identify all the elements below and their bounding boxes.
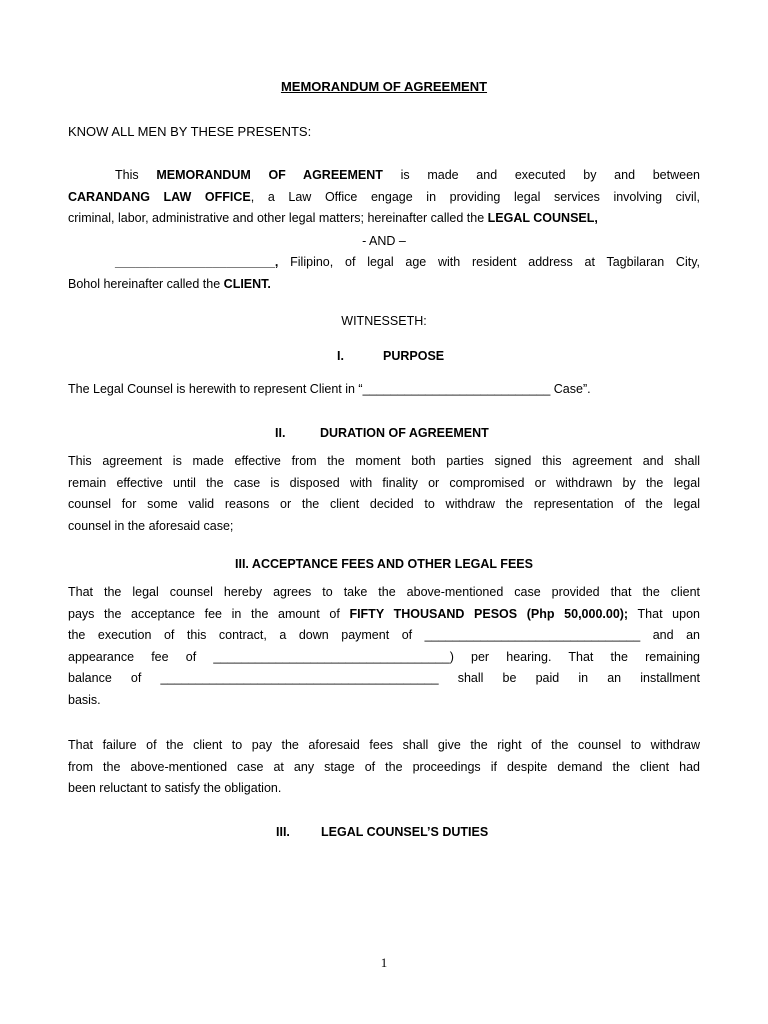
client-name-blank: _______________________, [115,255,279,269]
fees-line-3: the execution of this contract, a down payment of _______________________________ and an [68,628,700,643]
section-2-line-1: This agreement is made effective from the moment both parties signed this agreement and shall [68,454,700,468]
witnesseth-heading: WITNESSETH: [341,314,427,328]
fees-line-1: That the legal counsel hereby agrees to take the above-mentioned case provided that the client [68,585,700,599]
fees-line-6: basis. [68,692,101,707]
section-2-line-4: counsel in the aforesaid case; [68,518,234,533]
and-separator: - AND – [362,234,406,248]
fees-paragraph [68,582,700,712]
failure-line-3: been reluctant to satisfy the obligation. [68,781,282,796]
document-title: MEMORANDUM OF AGREEMENT [280,79,488,94]
parties-line-1: This MEMORANDUM OF AGREEMENT is made and executed by and between [115,168,700,182]
section-2-line-3: counsel for some valid reasons or the client decided to withdraw the representation of the legal [68,497,700,512]
section-2-line-2: remain effective until the case is disposed with finality or compromised or withdrawn by the legal [68,475,700,490]
section-3-heading: III. ACCEPTANCE FEES AND OTHER LEGAL FEES [235,557,533,571]
intro-line: KNOW ALL MEN BY THESE PRESENTS: [68,124,312,139]
fees-line-4: appearance fee of __________________________________) per hearing. That the remaining [68,649,700,664]
failure-line-2: from the above-mentioned case at any stage of the proceedings if despite demand the client had [68,759,700,774]
section-1-heading: PURPOSE [383,349,445,363]
fees-line-5: balance of ________________________________________ shall be paid in an installment [68,671,700,686]
client-line-1: _______________________, Filipino, of legal age with resident address at Tagbilaran City, [115,255,700,269]
section-4-number: III. [276,825,290,839]
client-paragraph [68,252,700,295]
acceptance-fee-amount: FIFTY THOUSAND PESOS (Php 50,000.00); [349,606,629,621]
section-1-text: The Legal Counsel is herewith to represent Client in “___________________________ Case”. [68,382,591,396]
section-4-heading: LEGAL COUNSEL’S DUTIES [321,825,489,839]
section-2-number: II. [275,426,286,440]
fees-line-2: pays the acceptance fee in the amount of FIFTY THOUSAND PESOS (Php 50,000.00); That upon [68,606,700,621]
failure-line-1: That failure of the client to pay the aforesaid fees shall give the right of the counsel to withdraw [68,738,700,752]
page-number: 1 [380,955,388,970]
parties-paragraph [68,165,700,230]
parties-line-2: CARANDANG LAW OFFICE, a Law Office engage in providing legal services involving civil, [68,189,700,204]
law-office-name: CARANDANG LAW OFFICE [68,189,251,204]
section-2-heading: DURATION OF AGREEMENT [320,426,489,440]
section-1-number: I. [337,349,344,363]
client-line-2: Bohol hereinafter called the CLIENT. [68,276,271,291]
failure-paragraph [68,735,700,800]
parties-line-3: criminal, labor, administrative and other legal matters; hereinafter called the LEGAL COUNSEL, [68,211,598,226]
section-2-paragraph [68,451,700,537]
